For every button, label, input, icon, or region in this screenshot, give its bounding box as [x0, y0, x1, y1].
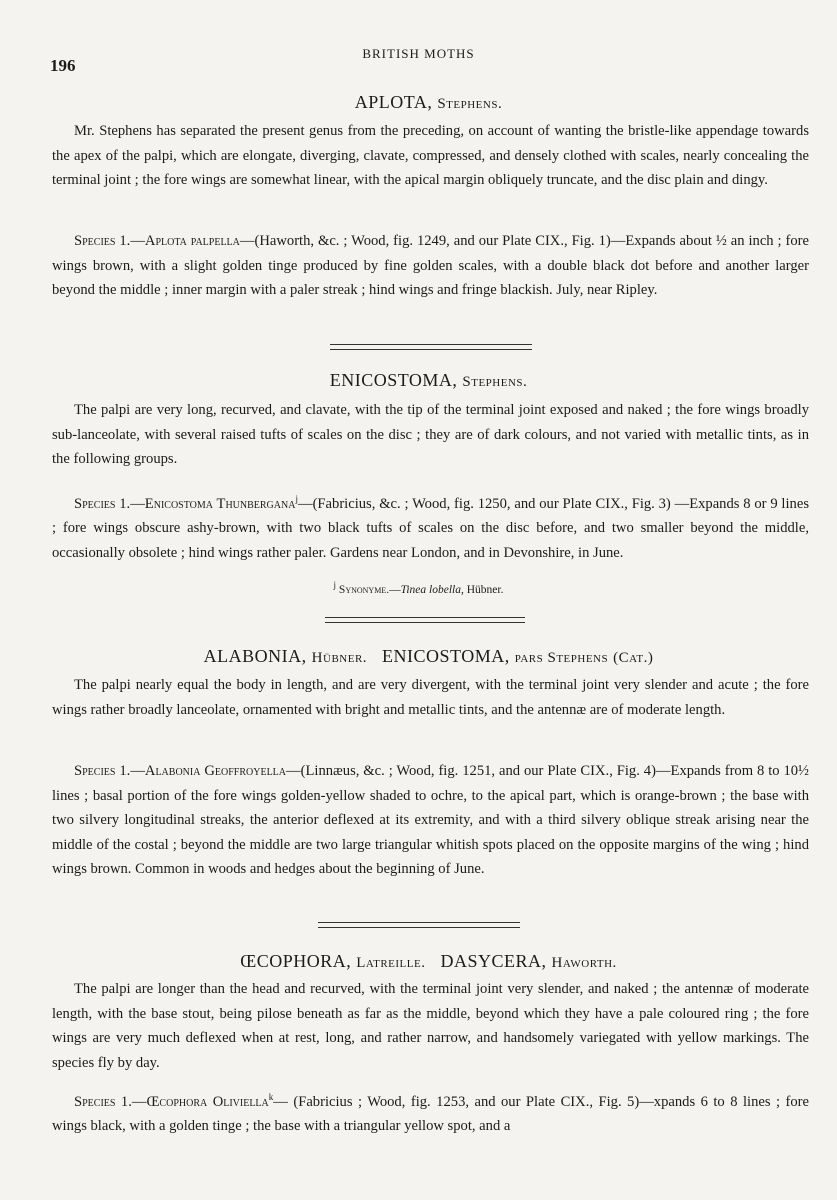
genus-description-enicostoma: The palpi are very long, recurved, and clavate, with the tip of the terminal joint exposed and naked ; the fore wings broadly sub-lanceolate, with several raised tufts of scales on the disc ; they are of dark colours, and not varied with metallic tints, as in the following groups. [52, 402, 809, 467]
genus-title: APLOTA, [354, 92, 433, 112]
genus-heading-enicostoma [40, 370, 817, 391]
section-divider [318, 922, 520, 928]
species-label: Species 1.—Enicostoma Thunbergana [74, 495, 296, 512]
genus-author: Hübner. [311, 650, 368, 666]
footnote-ref: j [295, 494, 298, 504]
footnote-ref: k [268, 1092, 274, 1102]
footnote-author: Hübner. [466, 583, 504, 596]
genus-title-alt: DASYCERA, [440, 951, 547, 971]
species-text: —(Fabricius, &c. ; Wood, fig. 1250, and our Plate CIX., Fig. 3) —Expands 8 or 9 lines ; fore wings obscure ashy-brown, with two black tufts of scales on the disc before, and two smaller beyond the middle, occasionally obsolete ; hind wings rather paler. Gardens near London, and in Devonshire, in June. [52, 495, 809, 561]
genus-description-oecophora: The palpi are longer than the head and recurved, with the terminal joint very slender, and naked ; the antennæ of moderate length, with the base stout, being pilose beneath as far as the middle, beyond which they have a pale coloured ring ; the fore wings are very much deflexed when at rest, long, and rather narrow, and handsomely variegated with yellow markings. The species fly by day. [52, 981, 809, 1071]
genus-heading-alabonia [40, 646, 817, 667]
genus-description-aplota: Mr. Stephens has separated the present genus from the preceding, on account of wanting the bristle-like appendage towards the apex of the palpi, which are elongate, diverging, clavate, compressed, and densely clothed with scales, nearly concealing the terminal joint ; the fore wings are somewhat linear, with the apical margin obliquely truncate, and the disc plain and dingy. [52, 123, 809, 188]
genus-author: Stephens. [462, 374, 528, 390]
genus-heading-oecophora [40, 951, 817, 972]
species-entry-enicostoma-thunbergana [52, 487, 809, 565]
genus-description-alabonia: The palpi nearly equal the body in length, and are very divergent, with the terminal joint very slender and acute ; the fore wings rather broadly lanceolate, ornamented with bright and metallic tints, and the antennæ are of moderate length. [52, 677, 809, 718]
genus-catalogue-note: (Cat.) [613, 650, 654, 666]
species-text: —(Linnæus, &c. ; Wood, fig. 1251, and our Plate CIX., Fig. 4)—Expands from 8 to 10½ lines ; basal portion of the fore wings golden-yellow shaded to ochre, to the apical part, which is orange-brown ; the base with two silvery longitudinal streaks, the anterior deflexed at its extremity, and with a third silvery oblique streak arising near the middle of the costal ; beyond the middle are two large triangular whitish spots placed on the opposite margins of the wing ; hind wings brown. Common in woods and hedges about the beginning of June. [52, 763, 809, 877]
species-entry-oecophora-oliviella [52, 1085, 809, 1139]
section-divider [325, 617, 525, 623]
genus-author-alt: pars Stephens [514, 650, 609, 666]
genus-title-alt: ENICOSTOMA, [382, 646, 510, 666]
footnote-mark: j [333, 580, 337, 590]
genus-heading-aplota [40, 92, 817, 113]
species-label: Species 1.—Œcophora Oliviella [74, 1093, 269, 1110]
genus-title: ENICOSTOMA, [329, 370, 458, 390]
genus-title: ŒCOPHORA, [240, 951, 352, 971]
footnote-name: Tinea lobella, [400, 583, 464, 596]
species-entry-alabonia-geoffroyella [52, 759, 809, 882]
section-divider [330, 344, 532, 350]
genus-author-alt: Haworth. [551, 955, 617, 971]
footnote [0, 580, 837, 596]
page-number: 196 [50, 56, 76, 75]
species-label: Species 1.—Aplota palpella [74, 233, 240, 249]
species-text: — (Fabricius ; Wood, fig. 1253, and our Plate CIX., Fig. 5)—xpands 6 to 8 lines ; fore wings black, with a golden tinge ; the base with a triangular yellow spot, and a [52, 1093, 810, 1135]
genus-author: Stephens. [437, 96, 503, 112]
running-title: BRITISH MOTHS [362, 46, 475, 61]
species-text: —(Haworth, &c. ; Wood, fig. 1249, and our Plate CIX., Fig. 1)—Expands about ½ an inch ; fore wings brown, with a slight golden tinge produced by fine golden scales, with a double black dot before and another larger beyond the middle ; inner margin with a paler streak ; hind wings and fringe blackish. July, near Ripley. [52, 233, 809, 298]
genus-author: Latreille. [356, 955, 426, 971]
genus-title: ALABONIA, [203, 646, 307, 666]
species-entry-aplota-palpella [52, 229, 809, 303]
footnote-label: Synonyme.— [338, 583, 401, 596]
species-label: Species 1.—Alabonia Geoffroyella [74, 763, 287, 779]
